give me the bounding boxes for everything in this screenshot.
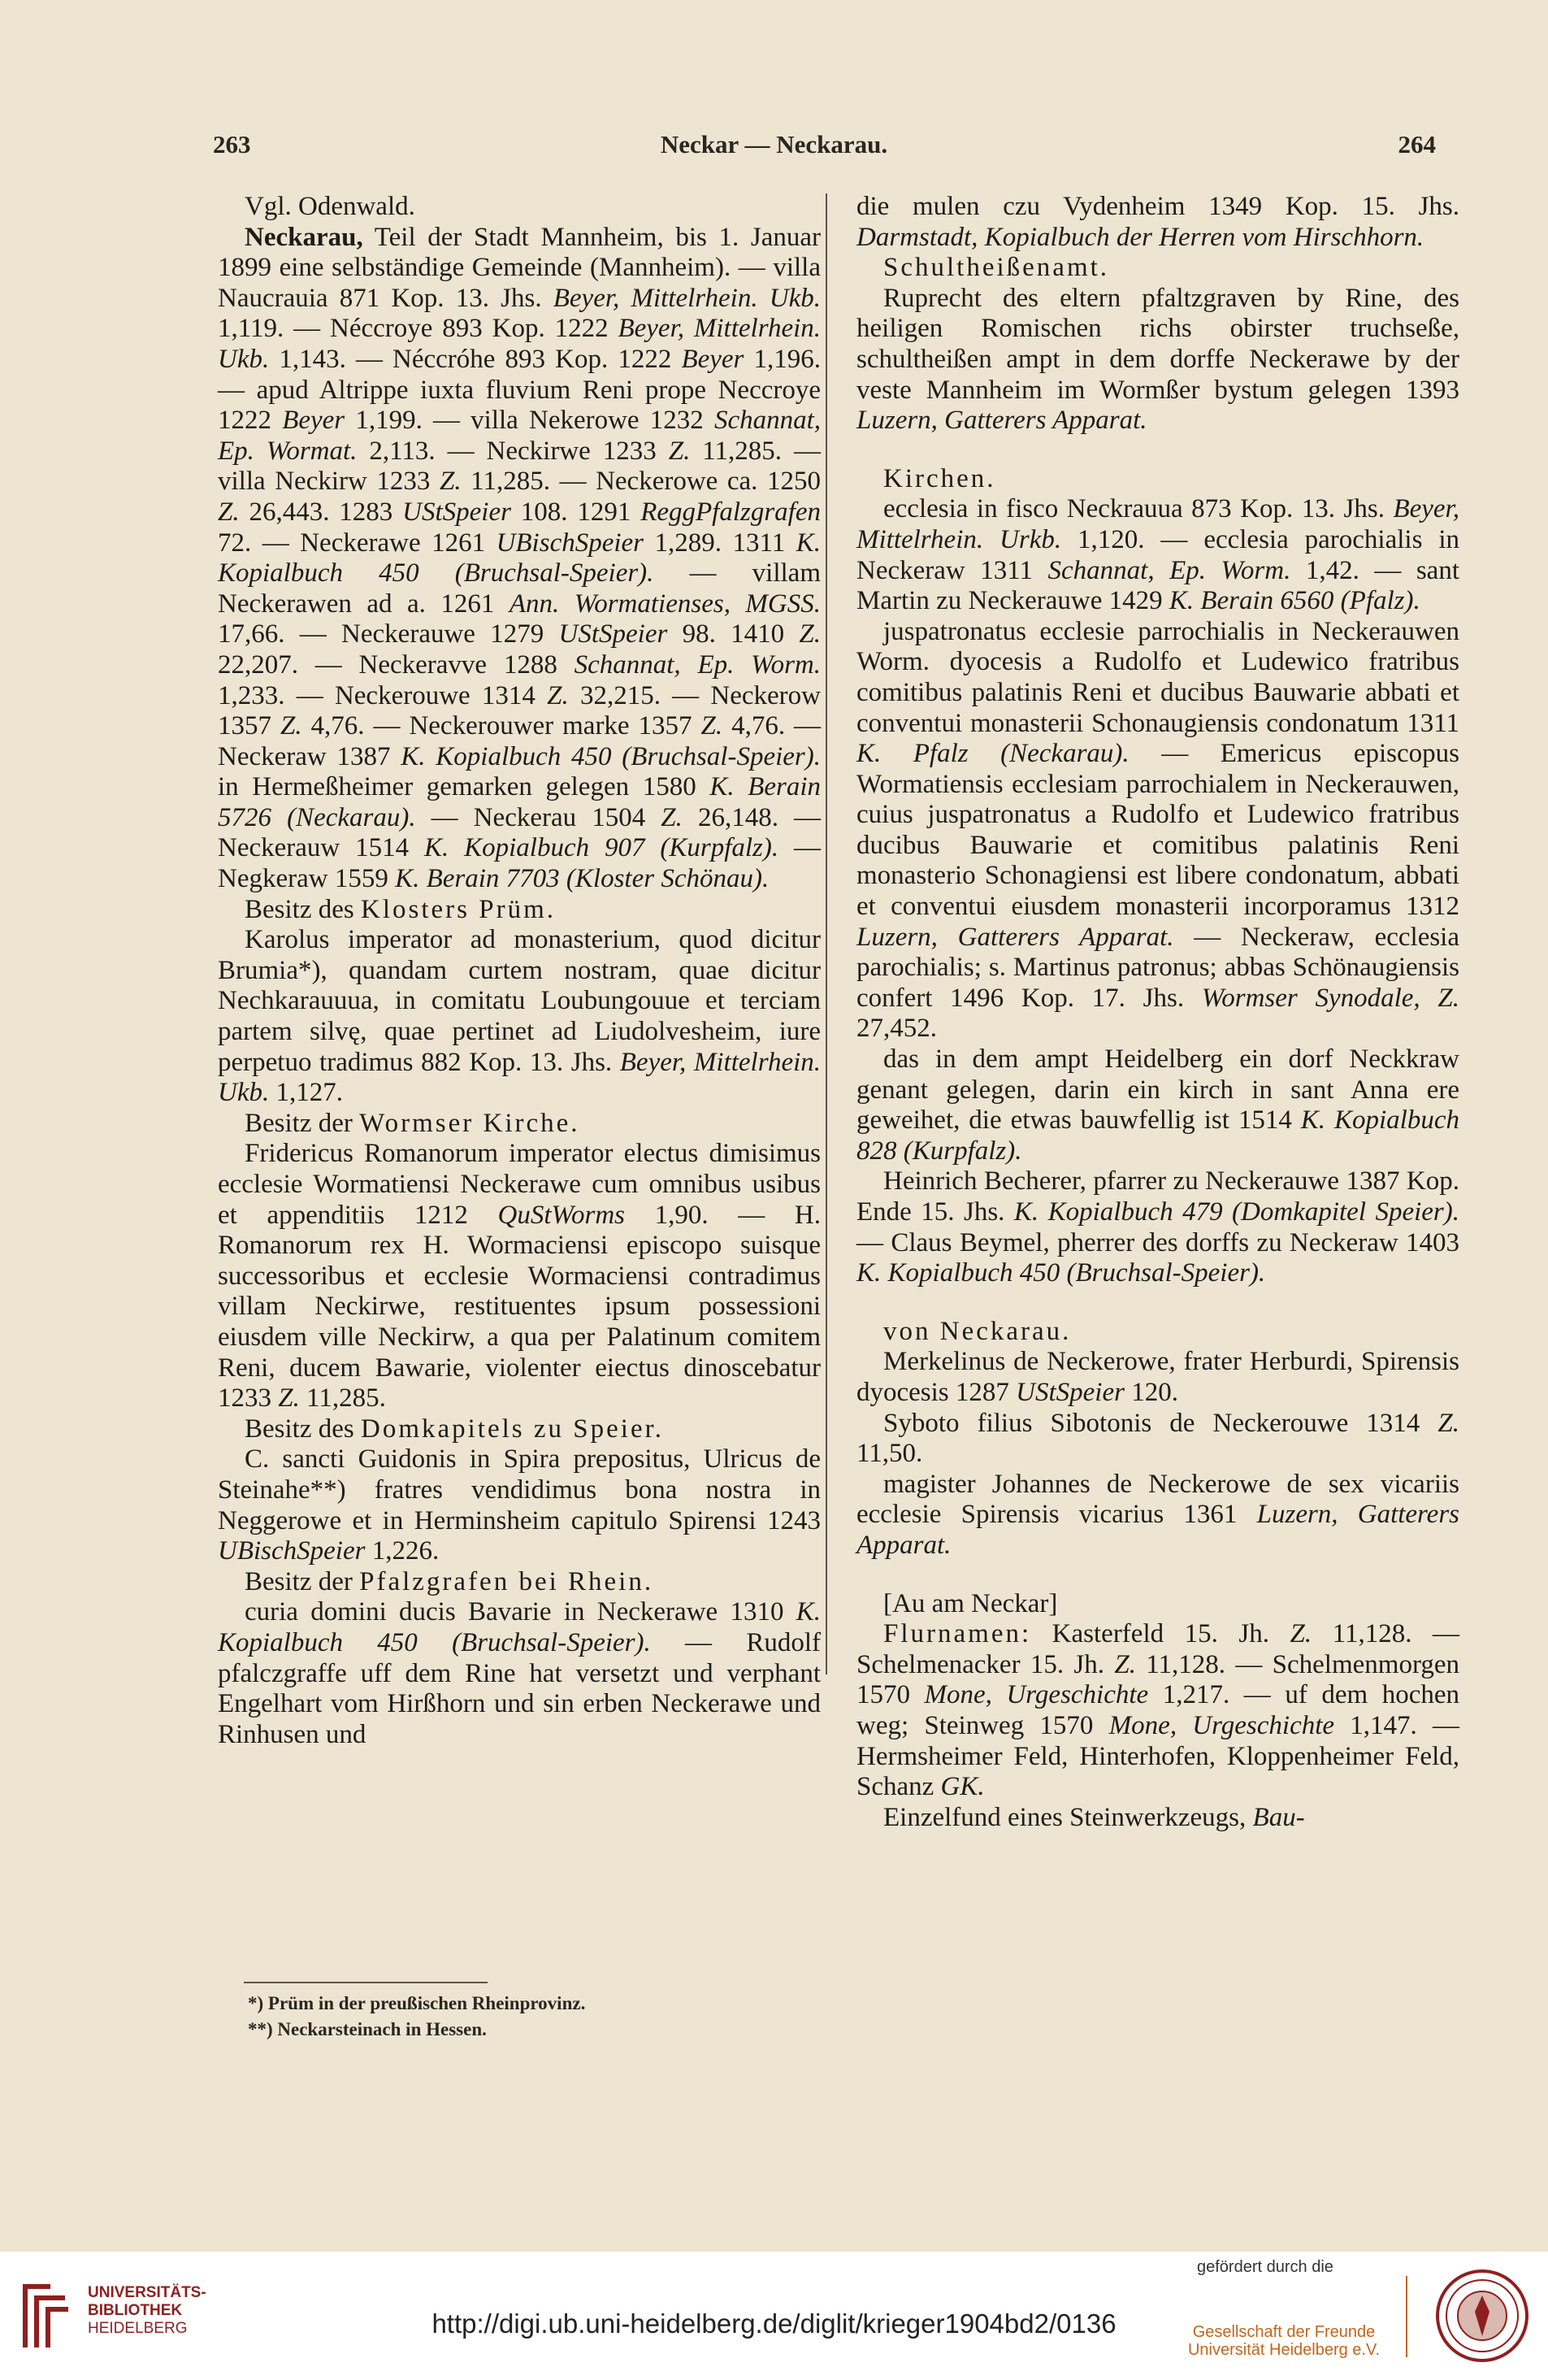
paragraph: Fridericus Romanorum imperator electus dimisimus ecclesie Wormatiensi Neckerawe cum omnibus usibus et appenditiis 1212 QuStWorms 1,90. — H. Romanorum rex H. Wormaciensi episcopo suisque successoribus et ecclesie Wormaciensi contradimus villam Neckirwe, restituentes ipsum possessioni eiusdem ville Neckirw, a qua per Palatinum comitem Reni, ducem Bawarie, violenter eiectus dinoscebatur 1233 Z. 11,285. [218, 1139, 821, 1414]
paragraph: Besitz der Pfalzgrafen bei Rhein. [245, 1566, 654, 1596]
society-name [1174, 2323, 1394, 2359]
footer-divider [1406, 2276, 1407, 2357]
column-left [218, 192, 821, 1750]
column-right [856, 192, 1459, 1833]
paragraph: von Neckarau. [883, 1316, 1072, 1346]
permalink-url[interactable]: http://digi.ub.uni-heidelberg.de/diglit/krieger1904bd2/0136 [431, 2308, 1117, 2339]
running-title: Neckar — Neckarau. [660, 130, 888, 159]
funded-by-label: gefördert durch die [1197, 2258, 1333, 2276]
society-name-line2: Universität Heidelberg e.V. [1187, 2341, 1381, 2359]
paragraph: Kirchen. [883, 463, 996, 493]
paragraph: [Au am Neckar] [883, 1588, 1058, 1618]
university-seal-icon [1434, 2268, 1530, 2364]
paragraph: magister Johannes de Neckerowe de sex vicariis ecclesie Spirensis vicarius 1361 Luzern, Gatterers Apparat. [856, 1469, 1460, 1560]
library-name-line2: BIBLIOTHEK [88, 2302, 183, 2319]
paragraph: das in dem ampt Heidelberg ein dorf Neckkraw genant gelegen, darin ein kirch in sant Anna ere geweihet, die etwas bauwfellig ist 1514 K. Kopialbuch 828 (Kurpfalz). [856, 1045, 1459, 1166]
paragraph: curia domini ducis Bavarie in Neckerawe 1310 K. Kopialbuch 450 (Bruchsal-Speier). — Rudolf pfalczgraffe uff dem Rine hat versetzt und verphant Engelhart vom Hirßhorn und sin erben Neckerawe und Rinhusen und [218, 1597, 821, 1749]
paragraph: Karolus imperator ad monasterium, quod dicitur Brumia*), quandam curtem nostram, quae dicitur Nechkarauuua, in comitatu Loubungouue et terciam partem silvę, quae pertinet ad Liudolvesheim, iure perpetuo tradimus 882 Kop. 13. Jhs. Beyer, Mittelrhein. Ukb. 1,127. [218, 925, 822, 1108]
footnote-1: *) Prüm in der preußischen Rheinprovinz. [248, 1993, 586, 2013]
paragraph: Schultheißenamt. [883, 253, 1110, 283]
paragraph: juspatronatus ecclesie parrochialis in Neckerauwen Worm. dyocesis a Rudolfo et Ludewico fratribus comitibus palatinis Reni et ducibus Bauwarie abbati et conventui monasterii Schonaugiensis condonatum 1311 K. Pfalz (Neckarau). — Emericus episcopus Wormatiensis ecclesiam parrochialem in Neckerauwen, cuius juspatronatus a Rudolfo et Ludewico fratribus ducibus Bauwarie et comitibus palatinis Reni monasterio Schonagiensi est libere condonatum, abbati et conventui eiusdem monasterii incorporamus 1312 Luzern, Gatterers Apparat. — Neckeraw, ecclesia parochialis; s. Martinus patronus; abbas Schönaugiensis confert 1496 Kop. 17. Jhs. Wormser Synodale, Z. 27,452. [856, 616, 1459, 1044]
society-name-line1: Gesellschaft der Freunde [1192, 2323, 1376, 2341]
paragraph: Merkelinus de Neckerowe, frater Herburdi, Spirensis dyocesis 1287 UStSpeier 120. [856, 1347, 1459, 1407]
paragraph: ecclesia in fisco Neckrauua 873 Kop. 13. Jhs. Beyer, Mittelrhein. Urkb. 1,120. — ecclesia parochialis in Neckeraw 1311 Schannat, Ep. Worm. 1,42. — sant Martin zu Neckerauwe 1429 K. Berain 6560 (Pfalz). [856, 494, 1459, 616]
paragraph: Heinrich Becherer, pfarrer zu Neckerauwe 1387 Kop. Ende 15. Jhs. K. Kopialbuch 479 (Domkapitel Speier). — Claus Beymel, pherrer des dorffs zu Neckeraw 1403 K. Kopialbuch 450 (Bruchsal-Speier). [856, 1166, 1459, 1288]
column-divider [826, 193, 827, 1674]
paragraph: C. sancti Guidonis in Spira prepositus, Ulricus de Steinahe**) fratres vendidimus bona nostra in Neggerowe et in Herminsheim capitulo Spirensi 1243 UBischSpeier 1,226. [218, 1444, 821, 1566]
library-name-line3: HEIDELBERG [88, 2320, 188, 2337]
paragraph: Einzelfund eines Steinwerkzeugs, Bau- [883, 1802, 1305, 1832]
page-number-right: 264 [1398, 130, 1436, 159]
page-number-left: 263 [213, 130, 251, 159]
paragraph: die mulen czu Vydenheim 1349 Kop. 15. Jhs. Darmstadt, Kopialbuch der Herren vom Hirschhorn. [856, 192, 1459, 252]
footnote-2: **) Neckarsteinach in Hessen. [248, 2019, 487, 2039]
footnote-rule [244, 1982, 488, 1983]
paragraph: Besitz der Wormser Kirche. [245, 1108, 580, 1138]
paragraph: Vgl. Odenwald. [245, 192, 415, 221]
paragraph: Syboto filius Sibotonis de Neckerouwe 1314 Z. 11,50. [856, 1408, 1459, 1469]
paragraph: Besitz des Domkapitels zu Speier. [245, 1414, 665, 1444]
library-name-line1: UNIVERSITÄTS- [88, 2284, 206, 2301]
paragraph: Neckarau, Teil der Stadt Mannheim, bis 1. Januar 1899 eine selbständige Gemeinde (Mannheim). — villa Naucrauia 871 Kop. 13. Jhs. Beyer, Mittelrhein. Ukb. 1,119. — Néccroye 893 Kop. 1222 Beyer, Mittelrhein. Ukb. 1,143. — Néccróhe 893 Kop. 1222 Beyer 1,196. — apud Altrippe iuxta fluvium Reni prope Neccroye 1222 Beyer 1,199. — villa Nekerowe 1232 Schannat, Ep. Wormat. 2,113. — Neckirwe 1233 Z. 11,285. — villa Neckirw 1233 Z. 11,285. — Neckerowe ca. 1250 Z. 26,443. 1283 UStSpeier 108. 1291 ReggPfalzgrafen 72. — Neckerawe 1261 UBischSpeier 1,289. 1311 K. Kopialbuch 450 (Bruchsal-Speier). — villam Neckerawen ad a. 1261 Ann. Wormatienses, MGSS. 17,66. — Neckerauwe 1279 UStSpeier 98. 1410 Z. 22,207. — Neckeravve 1288 Schannat, Ep. Worm. 1,233. — Neckerouwe 1314 Z. 32,215. — Neckerow 1357 Z. 4,76. — Neckerouwer marke 1357 Z. 4,76. — Neckeraw 1387 K. Kopialbuch 450 (Bruchsal-Speier). in Hermeßheimer gemarken gelegen 1580 K. Berain 5726 (Neckarau). — Neckerau 1504 Z. 26,148. — Neckerauw 1514 K. Kopialbuch 907 (Kurpfalz). — Negkeraw 1559 K. Berain 7703 (Kloster Schönau). [218, 222, 822, 894]
paragraph: Besitz des Klosters Prüm. [245, 894, 556, 924]
paragraph: Ruprecht des eltern pfaltzgraven by Rine, des heiligen Romischen richs obirster truchseße, schultheißen ampt in dem dorffe Neckerawe by der veste Mannheim im Wormßer bystum gelegen 1393 Luzern, Gatterers Apparat. [856, 283, 1459, 436]
paragraph: Flurnamen: Kasterfeld 15. Jh. Z. 11,128. — Schelmenacker 15. Jh. Z. 11,128. — Schelmenmorgen 1570 Mone, Urgeschichte 1,217. — uf dem hochen weg; Steinweg 1570 Mone, Urgeschichte 1,147. — Hermsheimer Feld, Hinterhofen, Kloppenheimer Feld, Schanz GK. [856, 1619, 1460, 1802]
